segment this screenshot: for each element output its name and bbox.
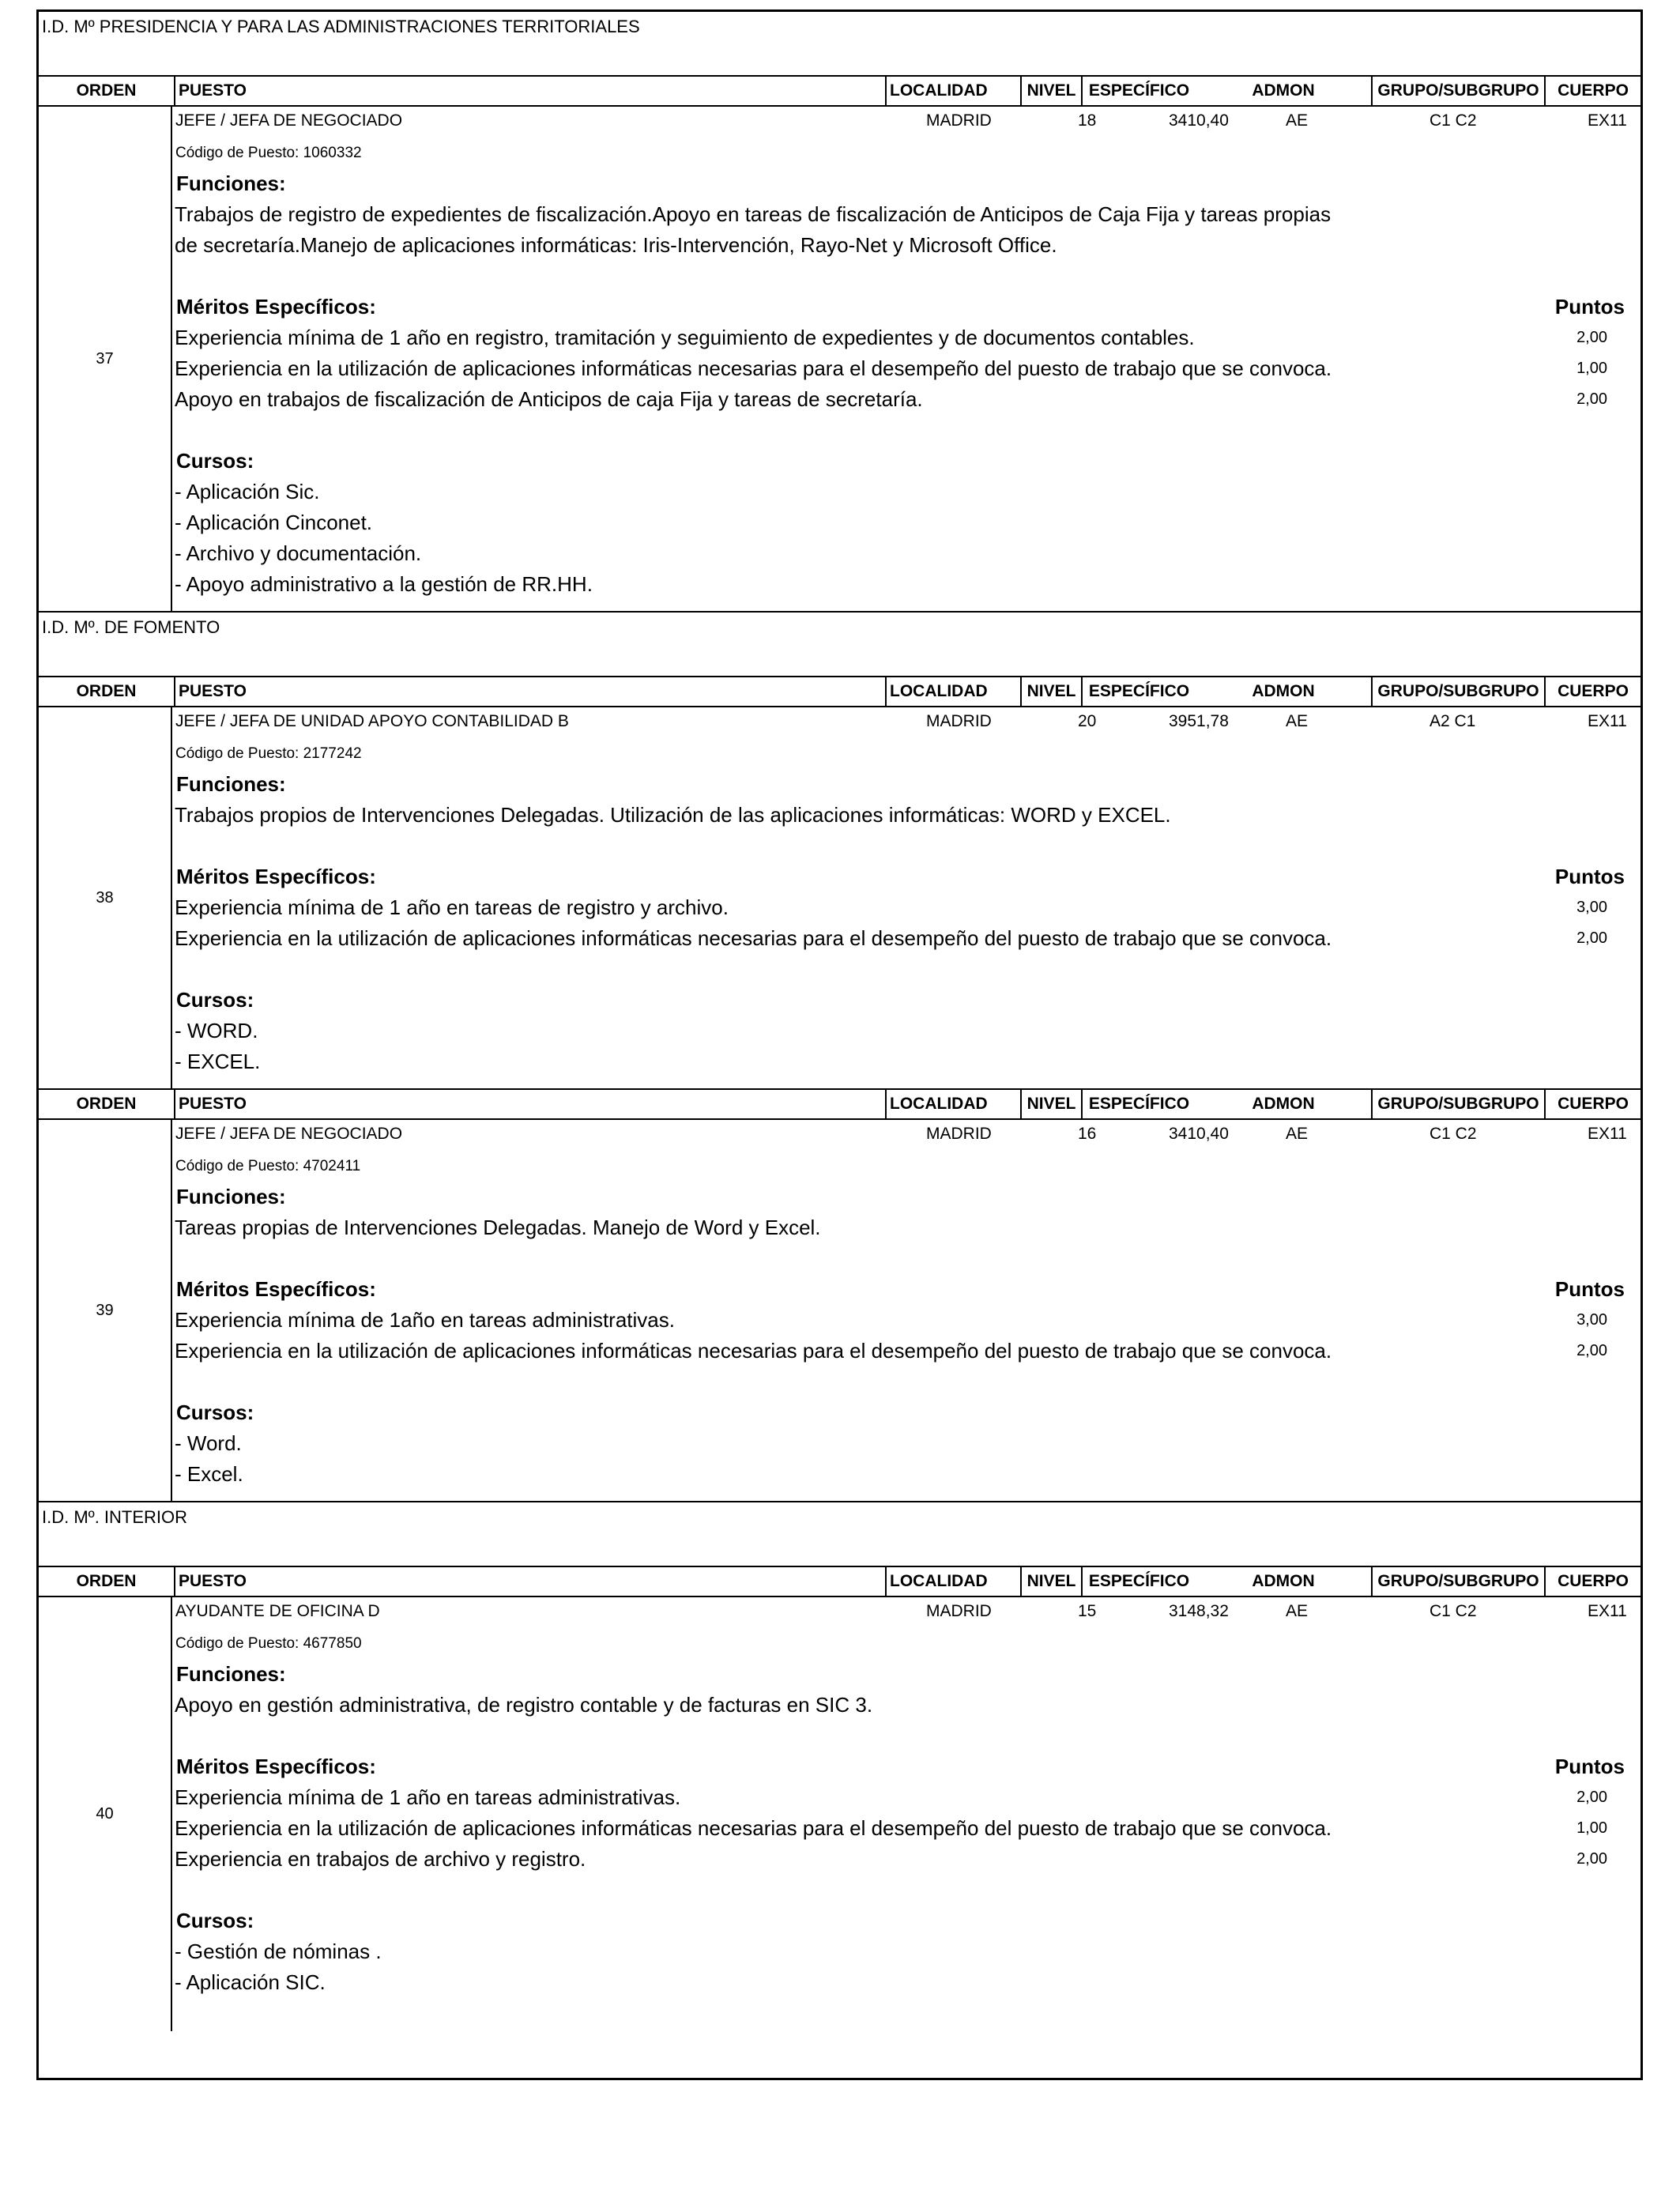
cursos-heading: Cursos: [176, 988, 254, 1012]
job-record [39, 107, 1640, 613]
codigo-puesto: Código de Puesto: 2177242 [175, 745, 362, 762]
merito-text: Experiencia en la utilización de aplicaciones informáticas necesarias para el desempeño del puesto de trabajo que se convoca. [175, 1816, 1332, 1840]
merito-item [174, 1844, 1636, 1875]
merito-puntos: 2,00 [1576, 1342, 1607, 1359]
funciones-line: Tareas propias de Intervenciones Delegadas. Manejo de Word y Excel. [175, 1216, 821, 1239]
funciones-line: Trabajos propios de Intervenciones Delegadas. Utilización de las aplicaciones informáticas: WORD y EXCEL. [175, 803, 1171, 827]
merito-puntos: 1,00 [1576, 360, 1607, 377]
column-header-cuerpo: CUERPO [1544, 77, 1640, 105]
meritos-heading: Méritos Específicos: [176, 1755, 376, 1778]
merito-puntos: 3,00 [1576, 899, 1607, 916]
record-nivel: 15 [1078, 1602, 1097, 1620]
job-listing-document [36, 9, 1643, 2080]
cursos-heading: Cursos: [176, 449, 254, 473]
merito-puntos: 1,00 [1576, 1819, 1607, 1837]
spacer [174, 1490, 1636, 1501]
spacer [174, 954, 1636, 985]
funciones-line: de secretaría.Manejo de aplicaciones informáticas: Iris-Intervención, Rayo-Net y Microsoft Office. [175, 233, 1057, 257]
puntos-heading: Puntos [1554, 295, 1625, 319]
ministry-header: I.D. Mº PRESIDENCIA Y PARA LAS ADMINISTRACIONES TERRITORIALES [39, 12, 1640, 77]
curso-item: - Apoyo administrativo a la gestión de RR.HH. [175, 572, 593, 596]
column-header-orden: ORDEN [76, 81, 137, 100]
codigo-puesto: Código de Puesto: 1060332 [175, 145, 362, 161]
record-summary-row [174, 711, 1636, 739]
meritos-heading-row [174, 292, 1636, 322]
puntos-heading: Puntos [1554, 865, 1625, 888]
spacer [174, 1721, 1636, 1751]
column-header-puesto: PUESTO [174, 1567, 885, 1596]
record-puesto: JEFE / JEFA DE NEGOCIADO [175, 111, 403, 130]
merito-text: Experiencia en la utilización de aplicaciones informáticas necesarias para el desempeño del puesto de trabajo que se convoca. [175, 926, 1332, 950]
merito-text: Experiencia mínima de 1 año en tareas de registro y archivo. [175, 895, 729, 919]
column-header-localidad: LOCALIDAD [885, 77, 1020, 105]
meritos-heading: Méritos Específicos: [176, 865, 376, 888]
curso-item: - Aplicación SIC. [175, 1970, 326, 1994]
merito-text: Experiencia mínima de 1 año en registro, tramitación y seguimiento de expedientes y de documentos contables. [175, 326, 1195, 349]
record-especifico: 3148,32 [1169, 1602, 1229, 1620]
column-header-localidad: LOCALIDAD [885, 677, 1020, 706]
record-puesto: JEFE / JEFA DE NEGOCIADO [175, 1125, 403, 1143]
orden-number: 38 [39, 707, 172, 1088]
record-localidad: MADRID [926, 111, 992, 130]
column-header-especifico: ESPECÍFICO [1081, 1567, 1196, 1596]
column-header-admon: ADMON [1252, 81, 1315, 100]
job-record [39, 1120, 1640, 1502]
column-header-orden: ORDEN [76, 1095, 137, 1113]
funciones-line: Apoyo en gestión administrativa, de registro contable y de facturas en SIC 3. [175, 1693, 873, 1717]
record-cuerpo: EX11 [1588, 111, 1627, 130]
record-admon: AE [1286, 712, 1309, 730]
merito-puntos: 2,00 [1576, 1850, 1607, 1868]
record-nivel: 16 [1078, 1125, 1097, 1143]
column-header-puesto: PUESTO [174, 677, 885, 706]
merito-text: Experiencia en la utilización de aplicaciones informáticas necesarias para el desempeño del puesto de trabajo que se convoca. [175, 356, 1332, 380]
record-localidad: MADRID [926, 712, 992, 730]
orden-number: 39 [39, 1120, 172, 1501]
record-summary-row [174, 110, 1636, 138]
orden-number: 37 [39, 107, 172, 611]
record-puesto: JEFE / JEFA DE UNIDAD APOYO CONTABILIDAD B [175, 712, 569, 730]
column-header-nivel: NIVEL [1020, 1090, 1081, 1118]
column-header-localidad: LOCALIDAD [885, 1090, 1020, 1118]
cursos-heading: Cursos: [176, 1400, 254, 1424]
record-body [174, 107, 1640, 611]
record-nivel: 18 [1078, 111, 1097, 130]
merito-item [174, 1305, 1636, 1336]
record-localidad: MADRID [926, 1125, 992, 1143]
spacer [174, 415, 1636, 446]
record-summary-row [174, 1123, 1636, 1152]
column-header-row [39, 1567, 1640, 1597]
merito-puntos: 2,00 [1576, 390, 1607, 408]
record-grupo: A2 C1 [1430, 712, 1476, 730]
record-grupo: C1 C2 [1430, 1125, 1477, 1143]
merito-text: Experiencia en la utilización de aplicaciones informáticas necesarias para el desempeño del puesto de trabajo que se convoca. [175, 1339, 1332, 1363]
cursos-heading: Cursos: [176, 1909, 254, 1932]
merito-text: Experiencia mínima de 1año en tareas administrativas. [175, 1308, 675, 1332]
ministry-header: I.D. Mº. INTERIOR [39, 1502, 1640, 1567]
column-header-cuerpo: CUERPO [1544, 1567, 1640, 1596]
column-header-row [39, 1090, 1640, 1120]
spacer [174, 831, 1636, 861]
column-header-nivel: NIVEL [1020, 77, 1081, 105]
record-especifico: 3410,40 [1169, 111, 1229, 130]
column-header-row [39, 77, 1640, 107]
spacer [174, 261, 1636, 292]
merito-item [174, 1336, 1636, 1367]
meritos-heading-row [174, 1274, 1636, 1305]
job-record [39, 707, 1640, 1090]
curso-item: - Aplicación Sic. [175, 480, 320, 503]
record-cuerpo: EX11 [1588, 1602, 1627, 1620]
record-admon: AE [1286, 111, 1309, 130]
record-grupo: C1 C2 [1430, 1602, 1477, 1620]
column-header-especifico: ESPECÍFICO [1081, 77, 1196, 105]
merito-text: Experiencia mínima de 1 año en tareas administrativas. [175, 1785, 681, 1809]
column-header-puesto: PUESTO [174, 77, 885, 105]
puntos-heading: Puntos [1554, 1277, 1625, 1301]
column-header-especifico: ESPECÍFICO [1081, 677, 1196, 706]
column-header-puesto: PUESTO [174, 1090, 885, 1118]
curso-item: - WORD. [175, 1019, 258, 1042]
record-grupo: C1 C2 [1430, 111, 1477, 130]
column-header-grupo: GRUPO/SUBGRUPO [1371, 1567, 1544, 1596]
merito-puntos: 2,00 [1576, 929, 1607, 947]
column-header-nivel: NIVEL [1020, 1567, 1081, 1596]
column-header-cuerpo: CUERPO [1544, 677, 1640, 706]
column-header-admon: ADMON [1252, 1095, 1315, 1113]
curso-item: - Gestión de nóminas . [175, 1940, 382, 1963]
merito-item [174, 892, 1636, 923]
curso-item: - Aplicación Cinconet. [175, 511, 373, 534]
curso-item: - EXCEL. [175, 1050, 261, 1073]
column-header-grupo: GRUPO/SUBGRUPO [1371, 677, 1544, 706]
merito-item [174, 1782, 1636, 1813]
merito-item [174, 384, 1636, 415]
record-cuerpo: EX11 [1588, 712, 1627, 730]
orden-number: 40 [39, 1597, 172, 2031]
record-nivel: 20 [1078, 712, 1097, 730]
column-header-grupo: GRUPO/SUBGRUPO [1371, 1090, 1544, 1118]
column-header-admon: ADMON [1252, 682, 1315, 700]
record-puesto: AYUDANTE DE OFICINA D [175, 1602, 380, 1620]
curso-item: - Archivo y documentación. [175, 541, 422, 565]
ministry-header: I.D. Mº. DE FOMENTO [39, 613, 1640, 677]
column-header-admon: ADMON [1252, 1572, 1315, 1590]
spacer [174, 1077, 1636, 1088]
record-body [174, 707, 1640, 1088]
record-especifico: 3951,78 [1169, 712, 1229, 730]
merito-item [174, 322, 1636, 353]
spacer [174, 600, 1636, 611]
curso-item: - Word. [175, 1431, 242, 1455]
spacer [174, 1367, 1636, 1397]
column-header-grupo: GRUPO/SUBGRUPO [1371, 77, 1544, 105]
record-admon: AE [1286, 1125, 1309, 1143]
meritos-heading-row [174, 1751, 1636, 1782]
column-header-row [39, 677, 1640, 707]
spacer [174, 1875, 1636, 1906]
merito-text: Experiencia en trabajos de archivo y registro. [175, 1847, 586, 1871]
funciones-heading: Funciones: [176, 172, 286, 195]
record-body [174, 1120, 1640, 1501]
record-summary-row [174, 1600, 1636, 1629]
merito-puntos: 2,00 [1576, 1789, 1607, 1806]
column-header-localidad: LOCALIDAD [885, 1567, 1020, 1596]
column-header-orden: ORDEN [76, 1572, 137, 1590]
column-header-orden: ORDEN [76, 682, 137, 700]
column-header-cuerpo: CUERPO [1544, 1090, 1640, 1118]
funciones-heading: Funciones: [176, 1185, 286, 1208]
record-localidad: MADRID [926, 1602, 992, 1620]
funciones-heading: Funciones: [176, 1662, 286, 1686]
job-record [39, 1597, 1640, 2031]
merito-item [174, 923, 1636, 954]
merito-puntos: 2,00 [1576, 329, 1607, 346]
puntos-heading: Puntos [1554, 1755, 1625, 1778]
curso-item: - Excel. [175, 1462, 243, 1486]
codigo-puesto: Código de Puesto: 4702411 [175, 1158, 361, 1174]
meritos-heading: Méritos Específicos: [176, 295, 376, 319]
codigo-puesto: Código de Puesto: 4677850 [175, 1635, 362, 1652]
merito-puntos: 3,00 [1576, 1311, 1607, 1329]
spacer [174, 1243, 1636, 1274]
merito-item [174, 353, 1636, 384]
meritos-heading: Méritos Específicos: [176, 1277, 376, 1301]
spacer [174, 1998, 1636, 2031]
record-especifico: 3410,40 [1169, 1125, 1229, 1143]
meritos-heading-row [174, 861, 1636, 892]
merito-text: Apoyo en trabajos de fiscalización de Anticipos de caja Fija y tareas de secretaría. [175, 387, 923, 411]
funciones-heading: Funciones: [176, 772, 286, 796]
column-header-nivel: NIVEL [1020, 677, 1081, 706]
column-header-especifico: ESPECÍFICO [1081, 1090, 1196, 1118]
record-admon: AE [1286, 1602, 1309, 1620]
funciones-line: Trabajos de registro de expedientes de fiscalización.Apoyo en tareas de fiscalización de Anticipos de Caja Fija y tareas propias [175, 202, 1332, 226]
record-cuerpo: EX11 [1588, 1125, 1627, 1143]
merito-item [174, 1813, 1636, 1844]
record-body [174, 1597, 1640, 2031]
